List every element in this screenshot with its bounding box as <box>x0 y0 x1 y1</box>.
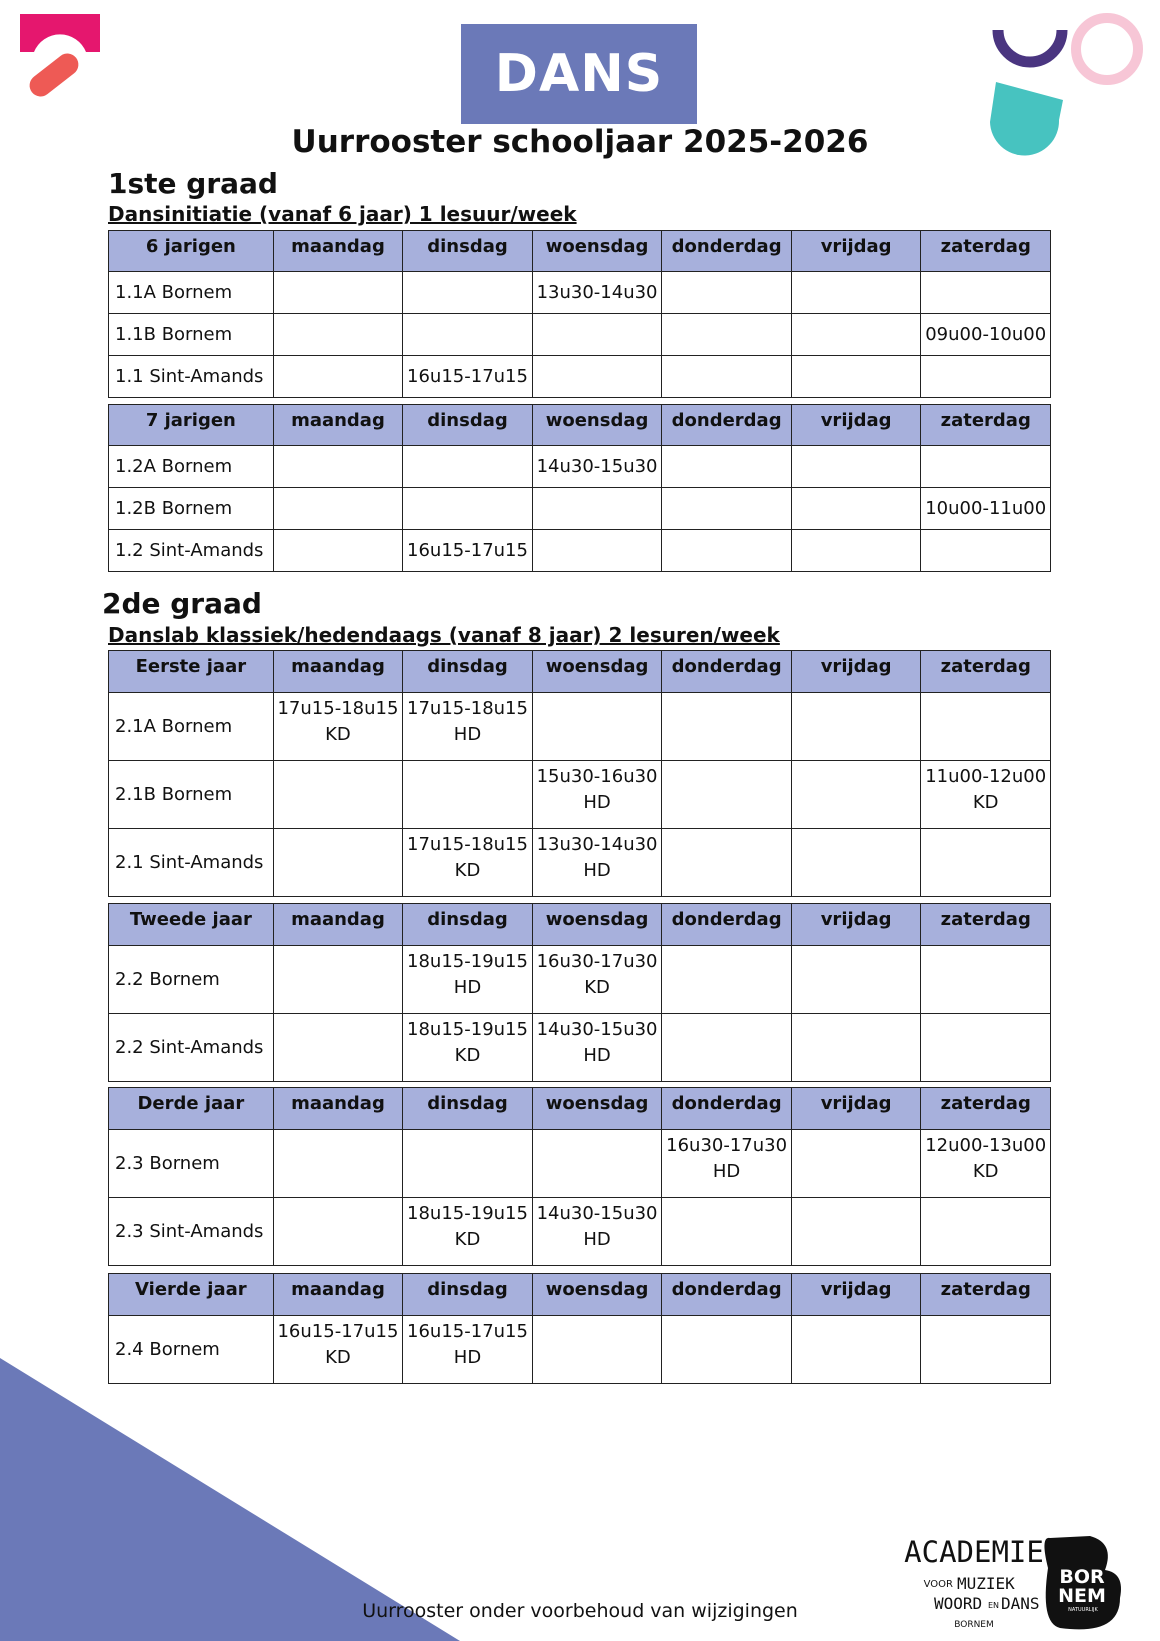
table-row <box>109 272 1051 314</box>
class-name: 2.2 Bornem <box>109 946 274 1014</box>
group-label: Vierde jaar <box>109 1274 274 1316</box>
lesson-time: 18u15-19u15 <box>407 951 528 972</box>
schedule-cell-maandag <box>273 356 403 398</box>
class-name: 2.1 Sint-Amands <box>109 829 274 897</box>
schedule-cell-zaterdag <box>921 1316 1051 1384</box>
table-row <box>109 693 1051 761</box>
schedule-cell-donderdag <box>662 761 792 829</box>
day-header-maandag: maandag <box>273 1088 403 1130</box>
schedule-table-derde-jaar <box>108 1087 1051 1266</box>
day-header-zaterdag: zaterdag <box>921 904 1051 946</box>
class-name: 2.1B Bornem <box>109 761 274 829</box>
schedule-cell-dinsdag <box>403 761 533 829</box>
schedule-cell-zaterdag: 09u00-10u00 <box>921 314 1051 356</box>
schedule-cell-donderdag <box>662 272 792 314</box>
schedule-cell-zaterdag <box>921 1198 1051 1266</box>
schedule-cell-dinsdag <box>403 946 533 1014</box>
schedule-cell-donderdag <box>662 356 792 398</box>
lesson-type: KD <box>972 792 999 813</box>
lesson-type: KD <box>584 977 610 998</box>
class-name: 2.4 Bornem <box>109 1316 274 1384</box>
table-header-row <box>109 231 1051 272</box>
table-row <box>109 1198 1051 1266</box>
schedule-cell-woensdag: 13u30-14u30 <box>532 272 662 314</box>
table-row <box>109 1014 1051 1082</box>
schedule-cell-maandag <box>273 693 403 761</box>
schedule-cell-dinsdag <box>403 829 533 897</box>
lesson-time: 17u15-18u15 <box>407 698 528 719</box>
lesson-type: KD <box>454 1045 481 1066</box>
table-row <box>109 761 1051 829</box>
schedule-cell-dinsdag <box>403 1130 533 1198</box>
schedule-cell-dinsdag <box>403 314 533 356</box>
schedule-table-6-jarigen <box>108 230 1051 398</box>
schedule-cell-donderdag <box>662 1198 792 1266</box>
table-header-row <box>109 1088 1051 1130</box>
day-header-dinsdag: dinsdag <box>403 405 533 446</box>
schedule-cell-woensdag <box>532 1014 662 1082</box>
group-label: 6 jarigen <box>109 231 274 272</box>
schedule-cell-dinsdag <box>403 272 533 314</box>
class-name: 1.2 Sint-Amands <box>109 530 274 572</box>
day-header-woensdag: woensdag <box>532 1274 662 1316</box>
schedule-cell-woensdag <box>532 829 662 897</box>
schedule-cell-woensdag <box>532 1316 662 1384</box>
day-header-donderdag: donderdag <box>662 651 792 693</box>
schedule-cell-zaterdag <box>921 829 1051 897</box>
schedule-cell-maandag <box>273 314 403 356</box>
day-header-maandag: maandag <box>273 904 403 946</box>
schedule-cell-vrijdag <box>791 1198 921 1266</box>
schedule-cell-zaterdag <box>921 946 1051 1014</box>
schedule-cell-woensdag <box>532 1198 662 1266</box>
schedule-cell-zaterdag <box>921 272 1051 314</box>
day-header-woensdag: woensdag <box>532 405 662 446</box>
schedule-cell-dinsdag <box>403 1316 533 1384</box>
lesson-type: HD <box>453 1347 482 1368</box>
schedule-cell-woensdag <box>532 314 662 356</box>
schedule-cell-vrijdag <box>791 314 921 356</box>
table-row <box>109 1316 1051 1384</box>
day-header-zaterdag: zaterdag <box>921 651 1051 693</box>
grade1-title: 1ste graad <box>108 167 278 200</box>
schedule-cell-maandag <box>273 272 403 314</box>
day-header-woensdag: woensdag <box>532 1088 662 1130</box>
lesson-type: KD <box>454 1229 481 1250</box>
schedule-cell-woensdag: 14u30-15u30 <box>532 446 662 488</box>
day-header-vrijdag: vrijdag <box>791 1088 921 1130</box>
schedule-cell-vrijdag <box>791 446 921 488</box>
schedule-cell-maandag <box>273 761 403 829</box>
lesson-time: 14u30-15u30 <box>536 1203 658 1224</box>
schedule-cell-donderdag <box>662 1014 792 1082</box>
schedule-cell-dinsdag <box>403 446 533 488</box>
schedule-cell-maandag <box>273 1316 403 1384</box>
schedule-cell-donderdag <box>662 314 792 356</box>
schedule-cell-vrijdag <box>791 356 921 398</box>
footer-note: Uurrooster onder voorbehoud van wijzigingen <box>362 1600 798 1622</box>
day-header-vrijdag: vrijdag <box>791 651 921 693</box>
group-label: Derde jaar <box>109 1088 274 1130</box>
schedule-cell-zaterdag <box>921 693 1051 761</box>
logo-woord-text: WOORD <box>934 1594 983 1613</box>
day-header-maandag: maandag <box>273 1274 403 1316</box>
day-header-woensdag: woensdag <box>532 651 662 693</box>
lesson-type: KD <box>325 1347 351 1368</box>
schedule-table-tweede-jaar <box>108 903 1051 1082</box>
page-title: Uurrooster schooljaar 2025-2026 <box>291 124 869 160</box>
lesson-time: 16u30-17u30 <box>666 1135 788 1156</box>
lesson-time: 17u15-18u15 <box>407 834 528 855</box>
table-row <box>109 530 1051 572</box>
schedule-cell-dinsdag <box>403 693 533 761</box>
day-header-maandag: maandag <box>273 231 403 272</box>
schedule-cell-woensdag <box>532 356 662 398</box>
table-header-row <box>109 1274 1051 1316</box>
lesson-time: 17u15-18u15 <box>277 698 399 719</box>
schedule-cell-vrijdag <box>791 1316 921 1384</box>
schedule-cell-woensdag <box>532 1130 662 1198</box>
day-header-vrijdag: vrijdag <box>791 1274 921 1316</box>
day-header-donderdag: donderdag <box>662 1274 792 1316</box>
class-name: 1.1 Sint-Amands <box>109 356 274 398</box>
table-row <box>109 488 1051 530</box>
bornem-badge-line2: NEM <box>1058 1585 1106 1607</box>
schedule-cell-maandag <box>273 1014 403 1082</box>
schedule-cell-maandag <box>273 829 403 897</box>
table-header-row <box>109 651 1051 693</box>
schedule-cell-zaterdag <box>921 530 1051 572</box>
logo-voor-text: VOOR <box>923 1579 953 1590</box>
lesson-type: HD <box>583 1229 611 1250</box>
day-header-zaterdag: zaterdag <box>921 1088 1051 1130</box>
table-row <box>109 314 1051 356</box>
schedule-cell-maandag <box>273 446 403 488</box>
day-header-zaterdag: zaterdag <box>921 1274 1051 1316</box>
day-header-donderdag: donderdag <box>662 1088 792 1130</box>
class-name: 1.1B Bornem <box>109 314 274 356</box>
schedule-cell-maandag <box>273 1198 403 1266</box>
academie-bornem-logo <box>904 1528 1135 1638</box>
lesson-time: 11u00-12u00 <box>925 766 1047 787</box>
lesson-type: HD <box>583 792 611 813</box>
day-header-donderdag: donderdag <box>662 231 792 272</box>
academie-mark-icon <box>20 14 102 98</box>
lesson-time: 13u30-14u30 <box>536 834 658 855</box>
schedule-cell-zaterdag: 10u00-11u00 <box>921 488 1051 530</box>
schedule-cell-donderdag <box>662 1130 792 1198</box>
day-header-woensdag: woensdag <box>532 231 662 272</box>
logo-academie-text: ACADEMIE <box>904 1535 1044 1569</box>
lesson-time: 16u15-17u15 <box>407 1321 528 1342</box>
schedule-cell-vrijdag <box>791 761 921 829</box>
day-header-vrijdag: vrijdag <box>791 904 921 946</box>
schedule-cell-donderdag <box>662 1316 792 1384</box>
schedule-cell-vrijdag <box>791 693 921 761</box>
schedule-cell-vrijdag <box>791 488 921 530</box>
lesson-time: 14u30-15u30 <box>536 1019 658 1040</box>
schedule-cell-maandag <box>273 488 403 530</box>
day-header-dinsdag: dinsdag <box>403 904 533 946</box>
group-label: Eerste jaar <box>109 651 274 693</box>
schedule-cell-dinsdag <box>403 1014 533 1082</box>
table-row <box>109 356 1051 398</box>
schedule-cell-vrijdag <box>791 272 921 314</box>
page-banner: DANS <box>461 24 697 124</box>
lesson-type: KD <box>454 860 481 881</box>
day-header-vrijdag: vrijdag <box>791 231 921 272</box>
day-header-zaterdag: zaterdag <box>921 231 1051 272</box>
schedule-cell-woensdag <box>532 488 662 530</box>
logo-dans-text: DANS <box>1001 1594 1040 1613</box>
schedule-cell-woensdag <box>532 530 662 572</box>
schedule-cell-donderdag <box>662 488 792 530</box>
schedule-cell-maandag <box>273 946 403 1014</box>
lesson-type: KD <box>325 724 351 745</box>
schedule-table-7-jarigen <box>108 404 1051 572</box>
schedule-cell-vrijdag <box>791 946 921 1014</box>
schedule-cell-woensdag <box>532 693 662 761</box>
class-name: 1.2B Bornem <box>109 488 274 530</box>
day-header-vrijdag: vrijdag <box>791 405 921 446</box>
lesson-time: 12u00-13u00 <box>925 1135 1047 1156</box>
schedule-cell-zaterdag <box>921 1130 1051 1198</box>
day-header-maandag: maandag <box>273 651 403 693</box>
day-header-woensdag: woensdag <box>532 904 662 946</box>
schedule-cell-zaterdag <box>921 1014 1051 1082</box>
schedule-cell-donderdag <box>662 446 792 488</box>
class-name: 2.3 Bornem <box>109 1130 274 1198</box>
table-row <box>109 446 1051 488</box>
schedule-cell-donderdag <box>662 946 792 1014</box>
grade1-course-title: Dansinitiatie (vanaf 6 jaar) 1 lesuur/week <box>108 202 577 226</box>
schedule-table-eerste-jaar <box>108 650 1051 897</box>
table-header-row <box>109 904 1051 946</box>
schedule-cell-vrijdag <box>791 829 921 897</box>
schedule-cell-vrijdag <box>791 1130 921 1198</box>
schedule-cell-zaterdag <box>921 761 1051 829</box>
schedule-cell-maandag <box>273 530 403 572</box>
table-row <box>109 829 1051 897</box>
logo-en-text: EN <box>988 1601 1000 1610</box>
schedule-cell-vrijdag <box>791 1014 921 1082</box>
schedule-cell-zaterdag <box>921 356 1051 398</box>
lesson-time: 18u15-19u15 <box>407 1019 528 1040</box>
lesson-type: HD <box>583 860 611 881</box>
lesson-type: HD <box>453 724 482 745</box>
schedule-cell-dinsdag: 16u15-17u15 <box>403 356 533 398</box>
class-name: 2.2 Sint-Amands <box>109 1014 274 1082</box>
schedule-cell-dinsdag <box>403 1198 533 1266</box>
logo-muziek-text: MUZIEK <box>957 1574 1015 1593</box>
schedule-cell-dinsdag: 16u15-17u15 <box>403 530 533 572</box>
lesson-time: 16u30-17u30 <box>536 951 658 972</box>
schedule-cell-donderdag <box>662 829 792 897</box>
class-name: 2.3 Sint-Amands <box>109 1198 274 1266</box>
schedule-cell-dinsdag <box>403 488 533 530</box>
grade2-course-title: Danslab klassiek/hedendaags (vanaf 8 jaar) 2 lesuren/week <box>108 623 780 647</box>
day-header-maandag: maandag <box>273 405 403 446</box>
day-header-dinsdag: dinsdag <box>403 651 533 693</box>
day-header-donderdag: donderdag <box>662 405 792 446</box>
class-name: 1.2A Bornem <box>109 446 274 488</box>
class-name: 2.1A Bornem <box>109 693 274 761</box>
lesson-type: KD <box>972 1161 999 1182</box>
schedule-cell-zaterdag <box>921 446 1051 488</box>
schedule-cell-donderdag <box>662 693 792 761</box>
bornem-badge-line1: BOR <box>1059 1566 1105 1588</box>
schedule-cell-donderdag <box>662 530 792 572</box>
schedule-cell-maandag <box>273 1130 403 1198</box>
day-header-dinsdag: dinsdag <box>403 1274 533 1316</box>
table-row <box>109 946 1051 1014</box>
table-row <box>109 1130 1051 1198</box>
lesson-time: 15u30-16u30 <box>536 766 658 787</box>
group-label: 7 jarigen <box>109 405 274 446</box>
lesson-time: 16u15-17u15 <box>277 1321 399 1342</box>
lesson-type: HD <box>583 1045 611 1066</box>
day-header-donderdag: donderdag <box>662 904 792 946</box>
bornem-badge-line3: NATUURLIJK <box>1068 1607 1098 1613</box>
logo-place-text: BORNEM <box>954 1620 994 1630</box>
schedule-cell-woensdag <box>532 946 662 1014</box>
schedule-cell-vrijdag <box>791 530 921 572</box>
class-name: 1.1A Bornem <box>109 272 274 314</box>
day-header-dinsdag: dinsdag <box>403 1088 533 1130</box>
day-header-dinsdag: dinsdag <box>403 231 533 272</box>
schedule-cell-woensdag <box>532 761 662 829</box>
lesson-type: HD <box>712 1161 741 1182</box>
group-label: Tweede jaar <box>109 904 274 946</box>
table-header-row <box>109 405 1051 446</box>
schedule-table-vierde-jaar <box>108 1273 1051 1384</box>
lesson-time: 18u15-19u15 <box>407 1203 528 1224</box>
grade2-title: 2de graad <box>102 587 262 620</box>
day-header-zaterdag: zaterdag <box>921 405 1051 446</box>
lesson-type: HD <box>453 977 482 998</box>
